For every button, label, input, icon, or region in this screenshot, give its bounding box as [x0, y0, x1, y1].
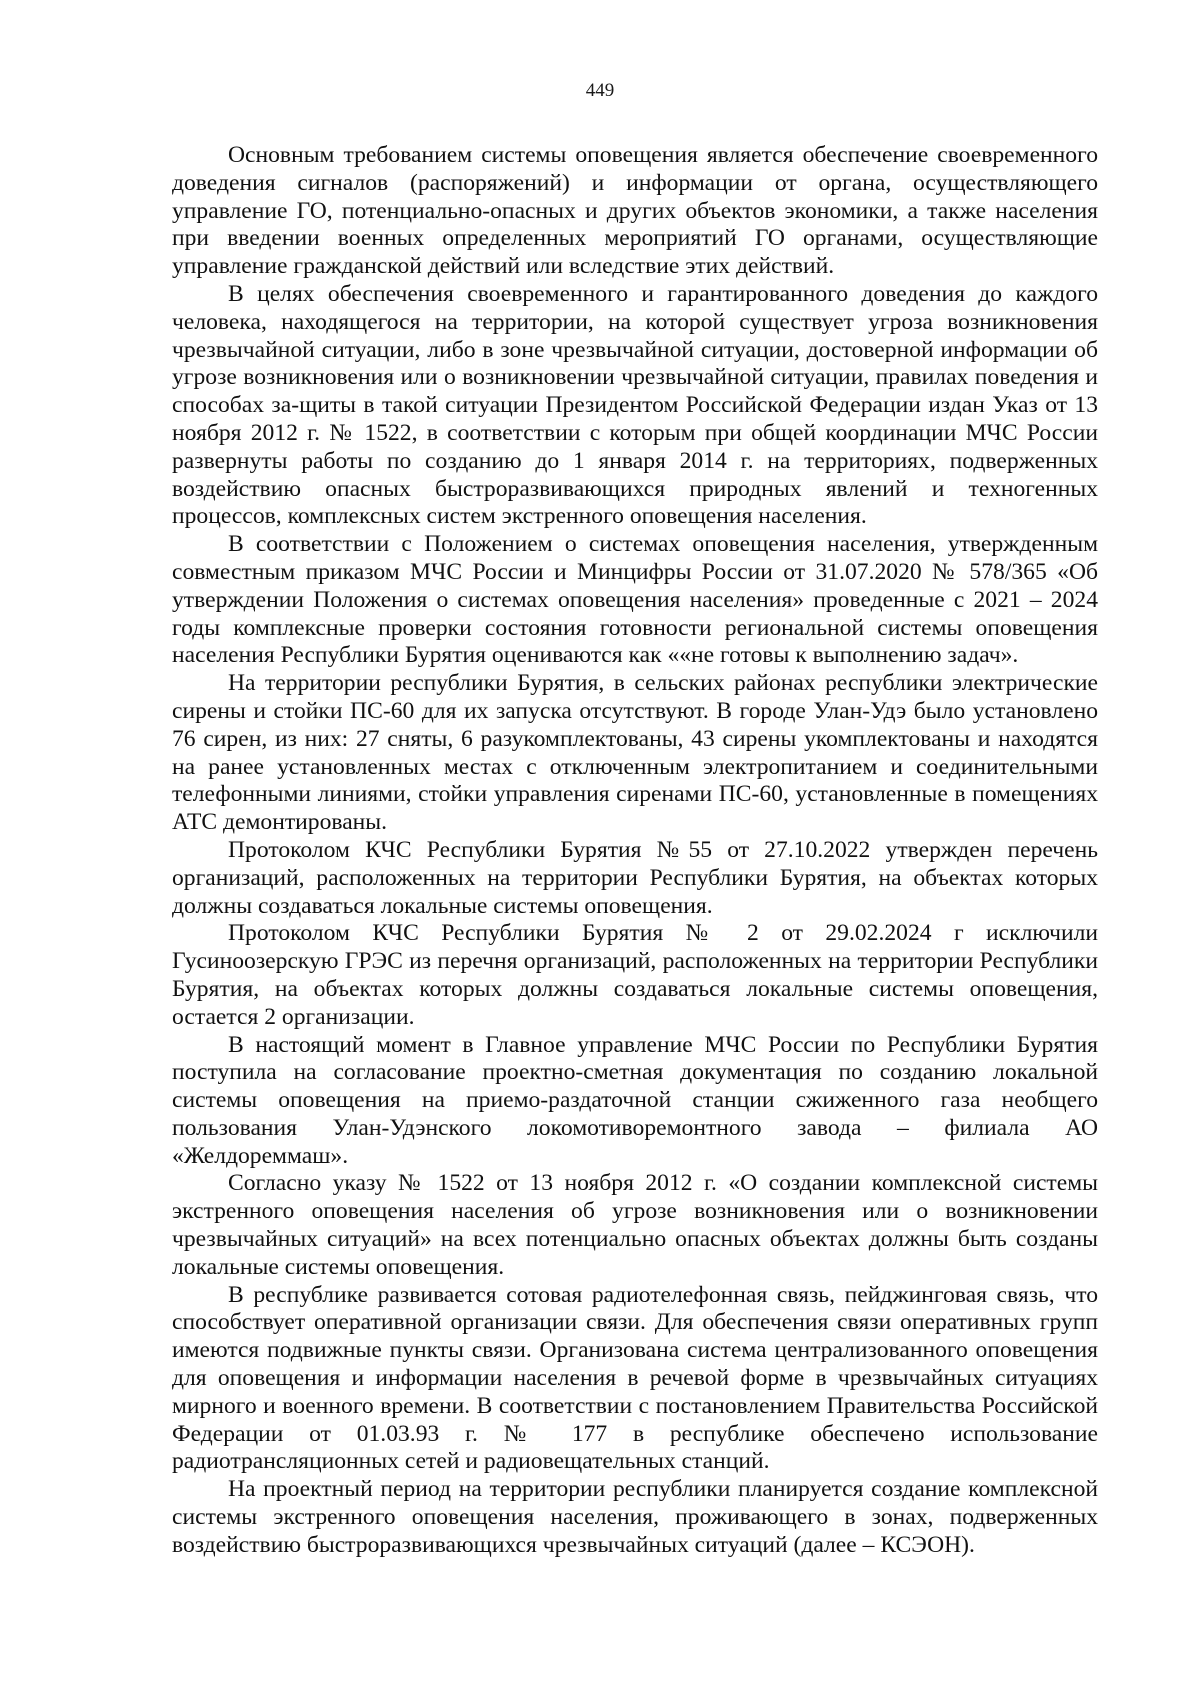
paragraph-8: Согласно указу № 1522 от 13 ноября 2012 г. «О создании комплексной системы экстренного оповещения населения об угрозе возникновения или о возникновении чрезвычайных ситуаций» на всех потенциально опасных объектах должны быть созданы локальные системы оповещения.: [172, 1170, 1098, 1280]
paragraph-4: На территории республики Бурятия, в сельских районах республики электрические сирены и стойки ПС-60 для их запуска отсутствуют. В городе Улан-Удэ было установлено 76 сирен, из них: 27 сняты, 6 разукомплектованы, 43 сирены укомплектованы и находятся на ранее установленных местах с отключенным электропитанием и соединительными телефонными линиями, стойки управления сиренами ПС-60, установленные в помещениях АТС демонтированы.: [172, 670, 1098, 836]
paragraph-2: В целях обеспечения своевременного и гарантированного доведения до каждого человека, находящегося на территории, на которой существует угроза возникновения чрезвычайной ситуации, либо в зоне чрезвычайной ситуации, достоверной информации об угрозе возникновения или о возникновении чрезвычайной ситуации, правилах поведения и способах за-щиты в такой ситуации Президентом Российской Федерации издан Указ от 13 ноября 2012 г. № 1522, в соответствии с которым при общей координации МЧС России развернуты работы по созданию до 1 января 2014 г. на территориях, подверженных воздействию опасных быстроразвивающихся природных явлений и техногенных процессов, комплексных систем экстренного оповещения населения.: [172, 280, 1098, 530]
paragraph-7: В настоящий момент в Главное управление МЧС России по Республики Бурятия поступила на согласование проектно-сметная документация по созданию локальной системы оповещения на приемо-раздаточной станции сжиженного газа необщего пользования Улан-Удэнского локомотиворемонтного завода – филиала АО «Желдореммаш».: [172, 1031, 1098, 1169]
paragraph-3: В соответствии с Положением о системах оповещения населения, утвержденным совместным приказом МЧС России и Минцифры России от 31.07.2020 № 578/365 «Об утверждении Положения о системах оповещения населения» проведенные с 2021 – 2024 годы комплексные проверки состояния готовности региональной системы оповещения населения Республики Бурятия оцениваются как ««не готовы к выполнению задач».: [172, 531, 1098, 669]
paragraph-10: На проектный период на территории республики планируется создание комплексной системы экстренного оповещения населения, проживающего в зонах, подверженных воздействию быстроразвивающихся чрезвычайных ситуаций (далее – КСЭОН).: [172, 1476, 1098, 1558]
page-number: 449: [585, 80, 615, 101]
paragraph-9: В республике развивается сотовая радиотелефонная связь, пейджинговая связь, что способствует оперативной организации связи. Для обеспечения связи оперативных групп имеются подвижные пункты связи. Организована система централизованного оповещения для оповещения и информации населения в речевой форме в чрезвычайных ситуациях мирного и военного времени. В соответствии с постановлением Правительства Российской Федерации от 01.03.93 г. № 177 в республике обеспечено использование радиотрансляционных сетей и радиовещательных станций.: [172, 1281, 1098, 1475]
paragraph-5: Протоколом КЧС Республики Бурятия №55 от 27.10.2022 утвержден перечень организаций, расположенных на территории Республики Бурятия, на объектах которых должны создаваться локальные системы оповещения.: [172, 836, 1098, 919]
paragraph-6: Протоколом КЧС Республики Бурятия № 2 от 29.02.2024 г исключили Гусиноозерскую ГРЭС из перечня организаций, расположенных на территории Республики Бурятия, на объектах которых должны создаваться локальные системы оповещения, остается 2 организации.: [172, 920, 1098, 1030]
paragraph-1: Основным требованием системы оповещения является обеспечение своевременного доведения сигналов (распоряжений) и информации от органа, осуществляющего управление ГО, потенциально-опасных и других объектов экономики, а также населения при введении военных определенных мероприятий ГО органами, осуществляющие управление гражданской действий или вследствие этих действий.: [172, 142, 1098, 280]
document-body: [172, 142, 1098, 1560]
